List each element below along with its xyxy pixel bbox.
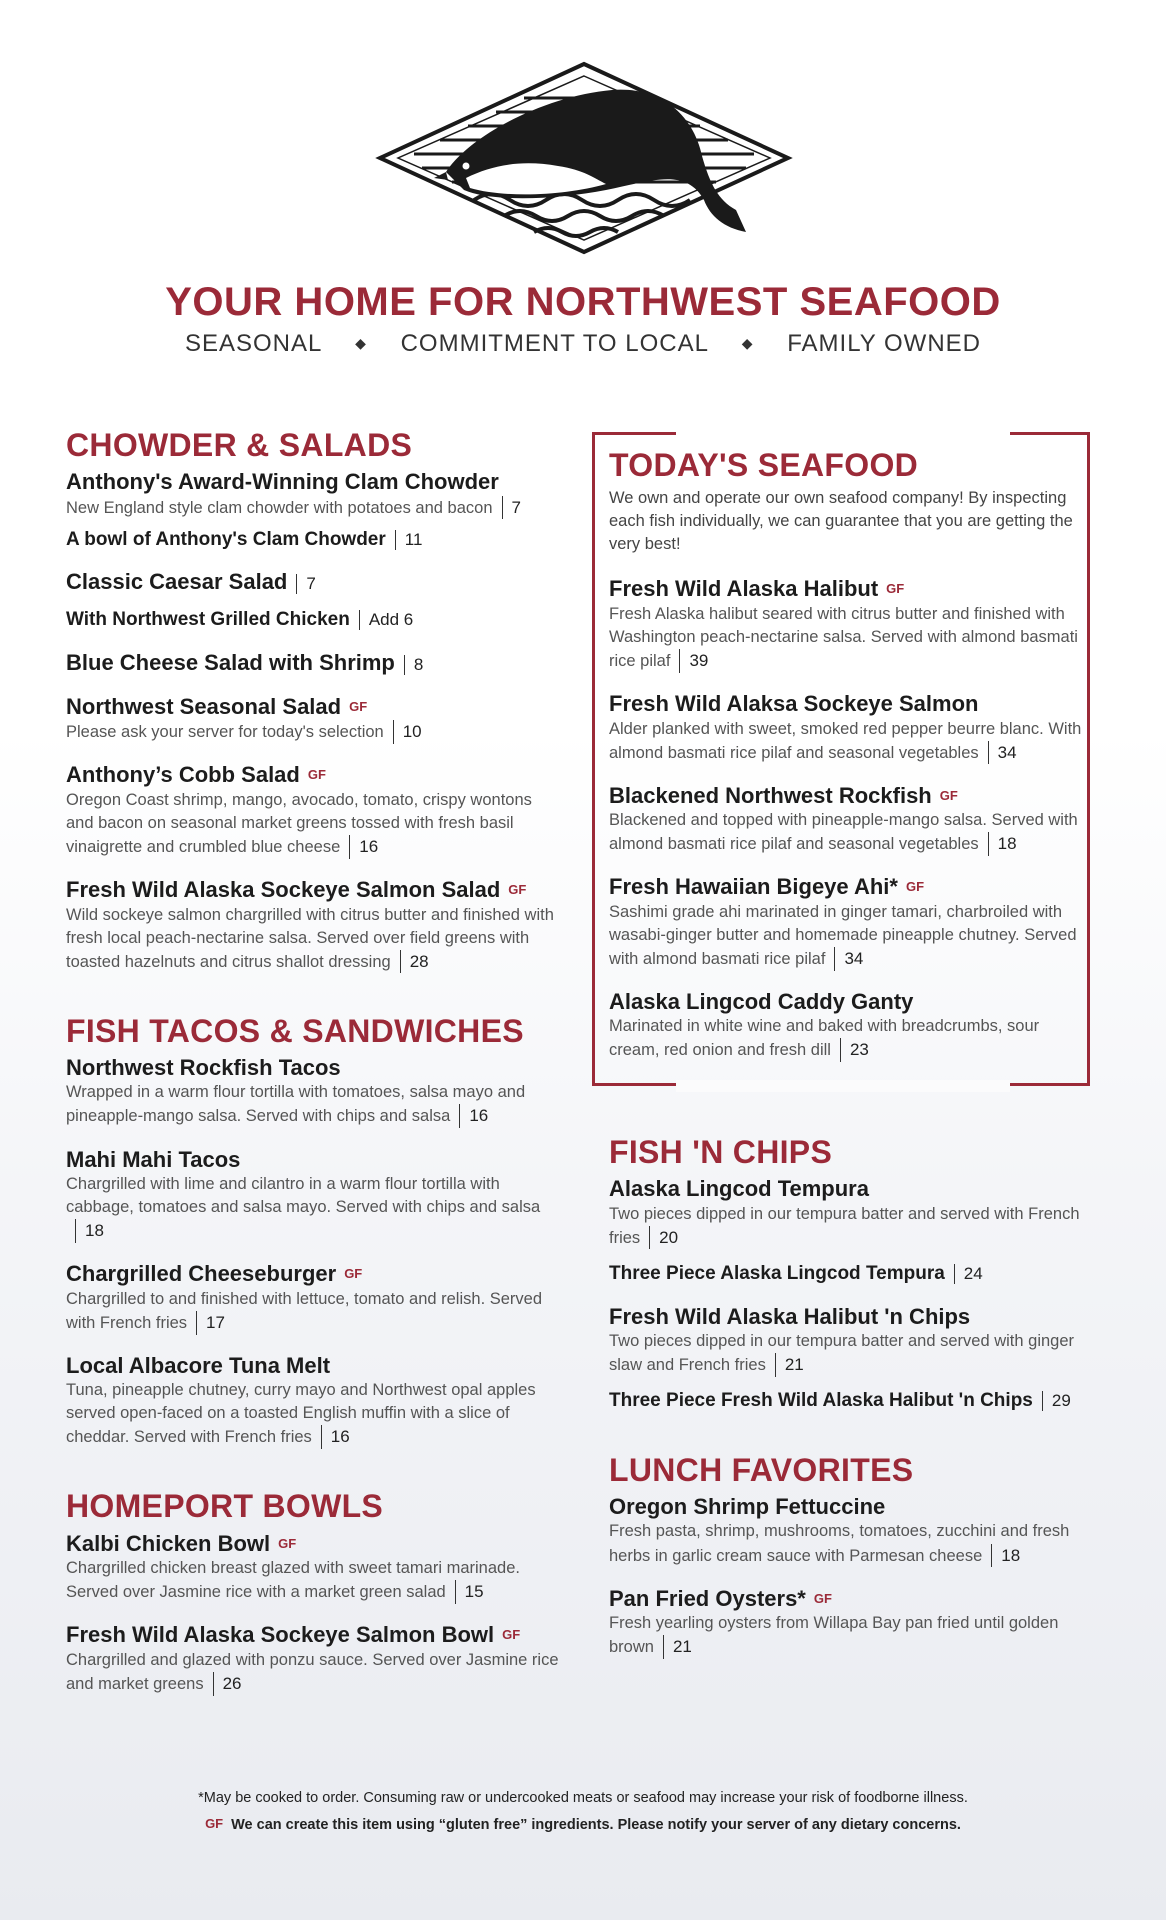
price: 18 (988, 832, 1017, 856)
menu-item-caesar: Classic Caesar Salad 7 (66, 569, 316, 595)
today-intro: We own and operate our own seafood company! By inspecting each fish individually, we can guarantee that you are getting the very best! (609, 489, 1073, 554)
gf-badge: GF (508, 882, 527, 898)
price: 18 (991, 1544, 1020, 1568)
price: 8 (404, 655, 423, 675)
menu-item-mahi-tacos: Mahi Mahi Tacos Chargrilled with lime and cilantro in a warm flour tortilla with cabbage, tomatoes and salsa mayo. Served with chips and salsa18 (66, 1147, 560, 1244)
left-column (66, 428, 560, 1696)
gf-badge: GF (349, 698, 368, 714)
gf-badge: GF (307, 767, 326, 783)
gf-badge: GF (205, 1816, 224, 1831)
diamond-icon: ◆ (741, 335, 754, 351)
gf-badge: GF (502, 1627, 521, 1643)
menu-item-bowl-chowder: A bowl of Anthony's Clam Chowder 11 (66, 528, 423, 550)
frame-gap (676, 426, 1010, 438)
price: 21 (663, 1635, 692, 1659)
price: 10 (393, 720, 422, 744)
menu-item-blue-cheese: Blue Cheese Salad with Shrimp 8 (66, 649, 424, 675)
price: 39 (679, 649, 708, 673)
gf-badge: GF (813, 1590, 832, 1606)
price: 21 (775, 1353, 804, 1377)
section-title-tacos: FISH TACOS & SANDWICHES (66, 1012, 524, 1049)
todays-seafood-section (609, 448, 1084, 1063)
section-title-chips: FISH 'N CHIPS (609, 1134, 833, 1170)
gf-badge: GF (939, 787, 958, 803)
subtagline (0, 330, 1166, 358)
subtag-seasonal: SEASONAL (184, 330, 322, 357)
menu-item-salmon-bowl: Fresh Wild Alaska Sockeye Salmon Bowl GF Chargrilled and glazed with ponzu sauce. Served over Jasmine rice and market greens 26 (66, 1622, 560, 1696)
menu-item-rockfish: Blackened Northwest Rockfish GF Blackened and topped with pineapple-mango salsa. Served with almond basmati rice pilaf and seasonal vegetables 18 (609, 783, 1084, 857)
menu-item-clam-chowder: Anthony's Award-Winning Clam Chowder New England style clam chowder with potatoes and bacon 7 (66, 469, 560, 519)
gf-badge: GF (278, 1535, 297, 1551)
footer-disclaimer: *May be cooked to order. Consuming raw or undercooked meats or seafood may increase your risk of foodborne illness. (198, 1790, 968, 1806)
gf-badge: GF (886, 581, 905, 597)
price: 7 (296, 574, 315, 594)
section-title-today: TODAY'S SEAFOOD (609, 447, 919, 483)
menu-item-cobb: Anthony’s Cobb Salad GF Oregon Coast shrimp, mango, avocado, tomato, crispy wontons and bacon on seasonal market greens tossed with fresh basil vinaigrette and crumbled blue cheese 16 (66, 762, 560, 859)
price: 17 (196, 1311, 225, 1335)
price: 34 (834, 947, 863, 971)
section-title-chowder: CHOWDER & SALADS (66, 427, 413, 463)
price: 15 (455, 1580, 484, 1604)
menu-item-cheeseburger: Chargrilled Cheeseburger GF Chargrilled to and finished with lettuce, tomato and relish. Served with French fries 17 (66, 1261, 560, 1335)
price: 16 (459, 1104, 488, 1128)
menu-item-grilled-chicken: With Northwest Grilled Chicken Add 6 (66, 608, 414, 630)
price: 28 (400, 950, 429, 974)
menu-item-rockfish-tacos: Northwest Rockfish Tacos Wrapped in a warm flour tortilla with tomatoes, salsa mayo and pineapple-mango salsa. Served with chips and salsa 16 (66, 1055, 560, 1129)
menu-item-halibut-chips: Fresh Wild Alaska Halibut 'n Chips Two pieces dipped in our tempura batter and served with ginger slaw and French fries 21 (609, 1304, 1084, 1378)
gf-badge: GF (905, 879, 925, 895)
subtag-local: COMMITMENT TO LOCAL (400, 330, 709, 357)
subtag-family: FAMILY OWNED (787, 330, 982, 357)
price: 16 (349, 835, 378, 859)
menu-item-fettuccine: Oregon Shrimp Fettuccine Fresh pasta, shrimp, mushrooms, tomatoes, zucchini and fresh herbs in garlic cream sauce with Parmesan cheese 18 (609, 1494, 1084, 1568)
section-title-lunch: LUNCH FAVORITES (609, 1451, 914, 1488)
price: 23 (840, 1038, 869, 1062)
frame-gap (676, 1080, 1010, 1092)
menu-item-lingcod: Alaska Lingcod Caddy Ganty Marinated in white wine and baked with breadcrumbs, sour cream, red onion and fresh dill 23 (609, 989, 1084, 1063)
menu-item-tuna-melt: Local Albacore Tuna Melt Tuna, pineapple chutney, curry mayo and Northwest opal apples served open-faced on a toasted English muffin with a slice of cheddar. Served with French fries 16 (66, 1353, 560, 1450)
menu-item-salmon-salad: Fresh Wild Alaska Sockeye Salmon Salad GF Wild sockeye salmon chargrilled with citrus butter and finished with fresh local peach-nectarine salsa. Served over field greens with toasted hazelnuts and citrus shallot dressing 28 (66, 877, 560, 974)
menu-item-three-tempura: Three Piece Alaska Lingcod Tempura 24 (609, 1262, 983, 1284)
price: 26 (213, 1672, 242, 1696)
menu-item-oysters: Pan Fried Oysters* GF Fresh yearling oysters from Willapa Bay pan fried until golden brown 21 (609, 1586, 1084, 1660)
footer-gluten-free-note: GF We can create this item using “gluten free” ingredients. Please notify your server of any dietary concerns. (205, 1816, 961, 1833)
diamond-icon: ◆ (355, 335, 367, 351)
menu-item-halibut: Fresh Wild Alaska Halibut GF Fresh Alaska halibut seared with citrus butter and finished with Washington peach-nectarine salsa. Served with almond basmati rice pilaf 39 (609, 576, 1084, 673)
menu-item-ahi: Fresh Hawaiian Bigeye Ahi* GF Sashimi grade ahi marinated in ginger tamari, charbroiled with wasabi-ginger butter and homemade pineapple chutney. Served with almond basmati rice pilaf 34 (609, 874, 1084, 971)
price: 20 (649, 1226, 678, 1250)
price: 11 (395, 530, 423, 550)
price: 34 (988, 741, 1017, 765)
gf-badge: GF (344, 1266, 363, 1282)
price: Add 6 (359, 610, 413, 630)
menu-item-kalbi-bowl: Kalbi Chicken Bowl GF Chargrilled chicken breast glazed with sweet tamari marinade. Served over Jasmine rice with a market green salad 15 (66, 1531, 560, 1605)
tagline: YOUR HOME FOR NORTHWEST SEAFOOD (165, 280, 1001, 324)
price: 24 (954, 1264, 983, 1284)
price: 29 (1042, 1391, 1071, 1411)
menu-item-sockeye: Fresh Wild Alaksa Sockeye Salmon Alder planked with sweet, smoked red pepper beurre blanc. With almond basmati rice pilaf and seasonal vegetables 34 (609, 691, 1084, 765)
price: 7 (502, 496, 521, 520)
menu-item-seasonal-salad: Northwest Seasonal Salad GF Please ask your server for today's selection 10 (66, 694, 560, 744)
section-title-bowls: HOMEPORT BOWLS (66, 1488, 384, 1525)
right-column-lower (609, 1135, 1084, 1659)
price: 16 (321, 1425, 350, 1449)
menu-item-lingcod-tempura: Alaska Lingcod Tempura Two pieces dipped in our tempura batter and served with French fries 20 (609, 1176, 1084, 1250)
price: 18 (75, 1219, 104, 1243)
salmon-logo-icon (374, 60, 794, 256)
menu-item-three-halibut: Three Piece Fresh Wild Alaska Halibut 'n Chips 29 (609, 1390, 1071, 1412)
